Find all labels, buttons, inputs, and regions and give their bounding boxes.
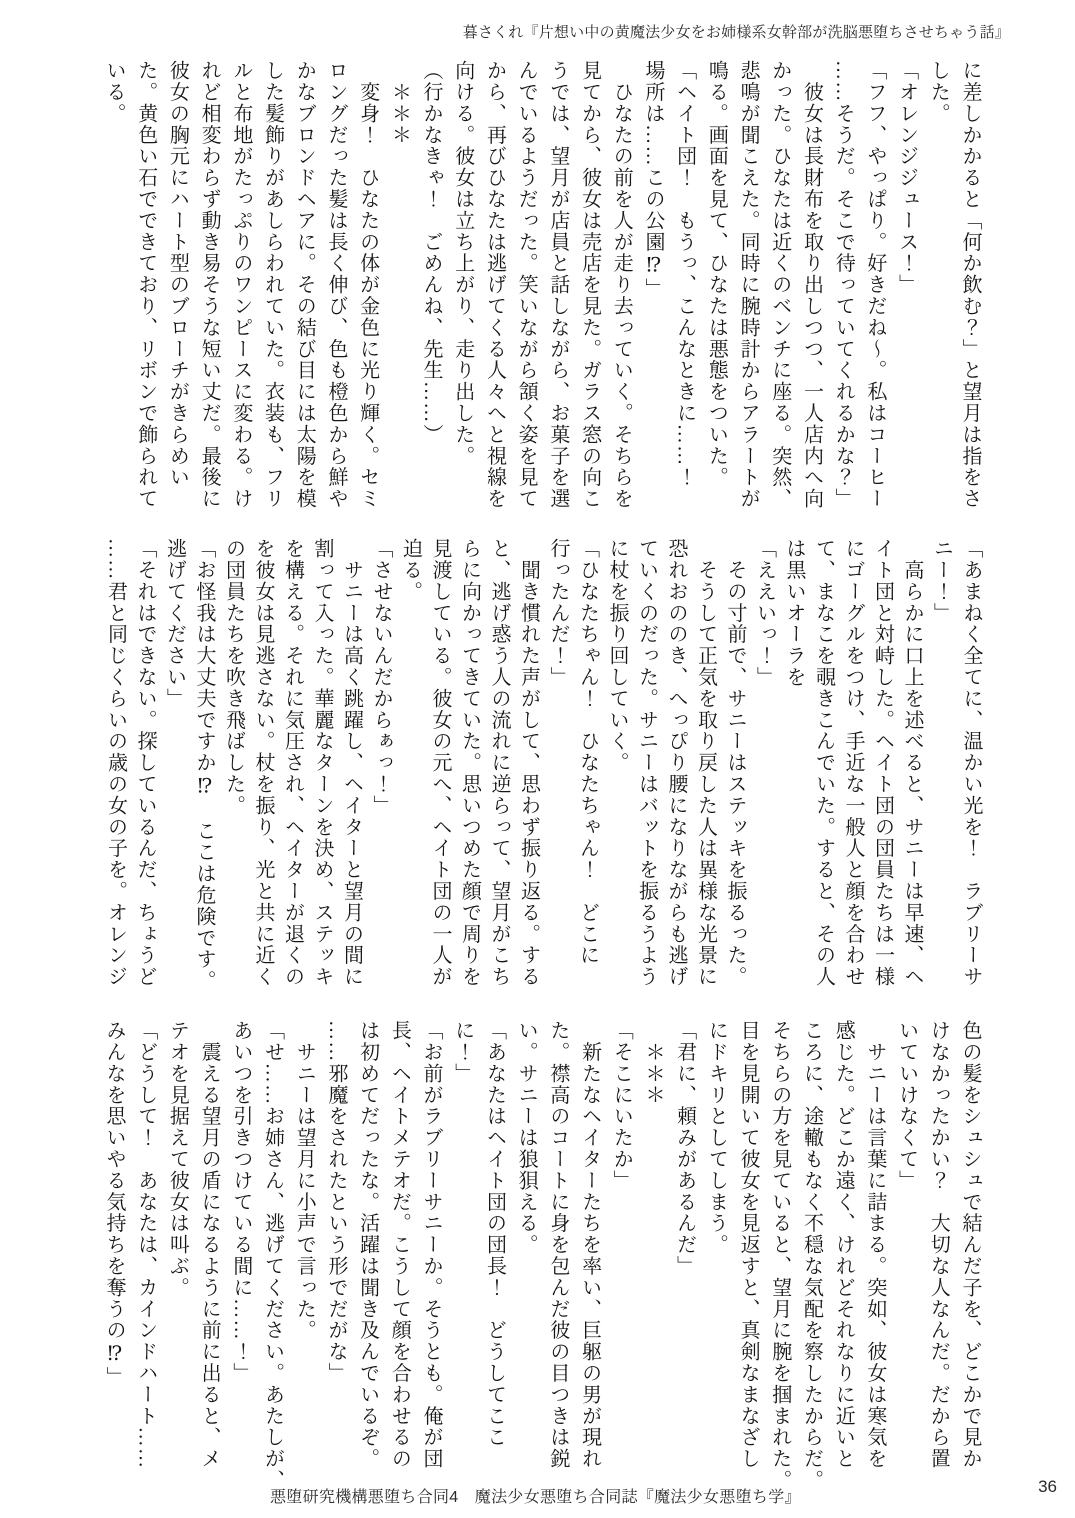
text-column: 聞き慣れた声がして、思わず振り返る。する: [517, 538, 540, 988]
text-column: 変身！ ひなたの体が金色に光り輝く。セミ: [356, 60, 379, 510]
text-column: 見てから、彼女は売店を見た。ガラス窓の向こ: [578, 60, 601, 510]
text-column: と、逃げ惑う人の流れに逆らって、望月がこち: [488, 538, 510, 988]
text-column: うでは、望月が店員と話しながら、お菓子を選: [546, 60, 569, 510]
text-column: た。黄色い石でできており、リボンで飾られて: [134, 60, 157, 510]
text-column: らに向かってきていた。思いつめた顔で周りを: [458, 538, 481, 988]
text-column: 長、ヘイトメテオだ。こうして顔を合わせるの: [388, 1020, 411, 1470]
text-column: ニー！」: [930, 538, 953, 624]
text-column: 「あなたはヘイト団の団長！ どうしてここ: [483, 1020, 506, 1448]
text-column: 悲鳴が聞こえた。同時に腕時計からアラートが: [737, 60, 760, 510]
text-column: ロングだった髪は長く伸び、色も橙色から鮮や: [324, 60, 347, 510]
text-column: を彼女は見逃さない。杖を振り、光と共に近く: [252, 538, 274, 988]
text-column: れど相変わらず動き易そうな短い丈だ。最後に: [198, 60, 221, 510]
text-column: は初めてだったな。活躍は聞き及んでいるぞ。: [356, 1020, 379, 1470]
text-column: んでいるようだった。笑いながら頷く姿を見て: [515, 60, 538, 510]
text-column: サニーは望月に小声で言った。: [293, 1020, 316, 1341]
text-column: あいつを引きつけている間に……！」: [229, 1020, 252, 1384]
text-column: みんなを思いやる気持ちを奪うの⁉」: [103, 1020, 126, 1388]
header-credit: 暮さくれ『片想い中の黄魔法少女をお姉様系女幹部が洗脳悪堕ちさせちゃう話』: [462, 24, 1010, 41]
text-column: 行ったんだ！」: [547, 538, 569, 688]
text-column: 「あまねく全てに、温かい光を！ ラブリーサ: [960, 538, 982, 988]
text-column: かなブロンドヘアに。その結び目には太陽を模: [293, 60, 316, 510]
text-column: ……そうだ。そこで待っていてくれるかな？」: [832, 60, 855, 510]
text-column: そうして正気を取り戻した人は異様な光景に: [694, 538, 717, 988]
text-column: 逃げてください」: [163, 538, 186, 710]
text-column: を構える。それに気圧され、ヘイターが退くの: [281, 538, 304, 988]
text-column: 「それはできない。探しているんだ、ちょうど: [134, 538, 156, 988]
text-column: いる。: [103, 60, 126, 125]
text-column: に！」: [451, 1020, 474, 1085]
text-column: 鳴る。画面を見て、ひなたは悪態をついた。: [705, 60, 728, 488]
text-column: 色の髪をシュシュで結んだ子を、どこかで見か: [959, 1020, 981, 1470]
text-column: ……邪魔をされたという形でだがな」: [324, 1020, 347, 1384]
text-column: 感じた。どこか遠く、けれどそれなりに近いと: [832, 1020, 855, 1470]
text-column: 目を見開いて彼女を見返すと、真剣なまなざし: [737, 1020, 760, 1470]
text-column: 高らかに口上を述べると、サニーは早速、ヘ: [901, 538, 923, 988]
text-column: 「フフ、やっぱり。好きだね〜。私はコーヒー: [863, 60, 886, 510]
text-column: にドキリとしてしまう。: [705, 1020, 728, 1256]
text-column: から、再びひなたは逃げてくる人々へと視線を: [483, 60, 506, 510]
text-column: 「ひなたちゃん！ ひなたちゃん！ どこに: [576, 538, 599, 966]
text-column: ＊＊＊: [388, 60, 411, 146]
text-column: 震える望月の盾になるように前に出ると、メ: [198, 1020, 221, 1470]
text-column: い。サニーは狼狽える。: [515, 1020, 538, 1256]
text-column: 彼女の胸元にハート型のブローチがきらめい: [166, 60, 189, 488]
text-column: 「そこにいたか」: [610, 1020, 633, 1192]
text-column: 割って入った。華麗なターンを決め、ステッキ: [311, 538, 333, 988]
text-column: 迫る。: [399, 538, 422, 603]
text-column: 「せ……お姉さん、逃げてください。あたしが、: [261, 1020, 284, 1491]
text-column: 「お前がラブリーサニーか。そうとも。俺が団: [420, 1020, 443, 1470]
text-column: 「オレンジジュース！」: [895, 60, 918, 296]
text-band-bottom: [95, 1020, 985, 1496]
text-column: に差しかかると「何か飲む？」と望月は指をさ: [959, 60, 981, 510]
text-column: テオを見据えて彼女は叫ぶ。: [166, 1020, 189, 1299]
text-column: 場所は……この公園⁉」: [641, 60, 664, 300]
text-column: 「お怪我は大丈夫ですか⁉ ここは危険です。: [193, 538, 215, 992]
text-band-middle: [99, 538, 985, 1014]
text-column: ルと布地がたっぷりのワンピースに変わる。け: [229, 60, 252, 510]
text-column: て、まなこを覗きこんでいた。すると、その人: [812, 538, 835, 988]
text-column: 新たなヘイターたちを率い、巨躯の男が現れ: [578, 1020, 601, 1470]
text-column: ＊＊＊: [641, 1020, 664, 1106]
footer-title: 悪堕研究機構悪堕ち合同4 魔法少女悪堕ち合同誌『魔法少女悪堕ち学』: [270, 1489, 801, 1506]
text-column: は黒いオーラを: [783, 538, 805, 688]
text-column: ころに、途轍もなく不穏な気配を察したからだ。: [800, 1020, 823, 1491]
text-column: 「ヘイト団！ もうっ、こんなときに……！: [673, 60, 696, 488]
text-column: サニーは高く跳躍し、ヘイターと望月の間に: [340, 538, 363, 988]
text-column: た。襟高のコートに身を包んだ彼の目つきは鋭: [546, 1020, 569, 1470]
text-column: かった。ひなたは近くのベンチに座る。突然、: [768, 60, 791, 510]
text-column: に杖を振り回していく。: [606, 538, 628, 774]
text-column: ……君と同じくらいの歳の女の子を。オレンジ: [104, 538, 127, 988]
text-column: の団員たちを吹き飛ばした。: [222, 538, 245, 817]
text-column: 見渡している。彼女の元へ、ヘイト団の一人が: [429, 538, 451, 988]
text-column: にゴーグルをつけ、手近な一般人と顔を合わせ: [842, 538, 864, 988]
text-column: 彼女は長財布を取り出しつつ、一人店内へ向: [800, 60, 823, 510]
page-number: 36: [1038, 1477, 1057, 1496]
text-column: サニーは言葉に詰まる。突如、彼女は寒気を: [863, 1020, 886, 1470]
text-column: 「させないんだからぁっ！」: [370, 538, 392, 817]
text-column: イト団と対峙した。ヘイト団の団員たちは一様: [871, 538, 894, 988]
text-column: 「どうして！ あなたは、カインドハート……: [134, 1020, 157, 1470]
text-column: そちらの方を見ていると、望月に腕を掴まれた。: [768, 1020, 791, 1491]
text-column: いていけなくて」: [895, 1020, 918, 1192]
text-column: （行かなきゃ！ ごめんね、先生……）: [420, 60, 443, 446]
text-band-top: [95, 60, 985, 536]
text-column: けなかったかい？ 大切な人なんだ。だから置: [927, 1020, 950, 1470]
text-column: した髪飾りがあしらわれていた。衣装も、フリ: [261, 60, 284, 510]
text-column: 恐れおののき、へっぴり腰になりながらも逃げ: [665, 538, 687, 988]
text-column: その寸前で、サニーはステッキを振るった。: [724, 538, 746, 988]
text-column: 「ええいっ！」: [753, 538, 776, 688]
text-column: ひなたの前を人が走り去っていく。そちらを: [610, 60, 633, 510]
text-column: した。: [927, 60, 950, 125]
text-column: 「君に、頼みがあるんだ」: [673, 1020, 696, 1277]
text-column: ていくのだった。サニーはバットを振るうよう: [635, 538, 658, 988]
text-column: 向ける。彼女は立ち上がり、走り出した。: [451, 60, 474, 467]
